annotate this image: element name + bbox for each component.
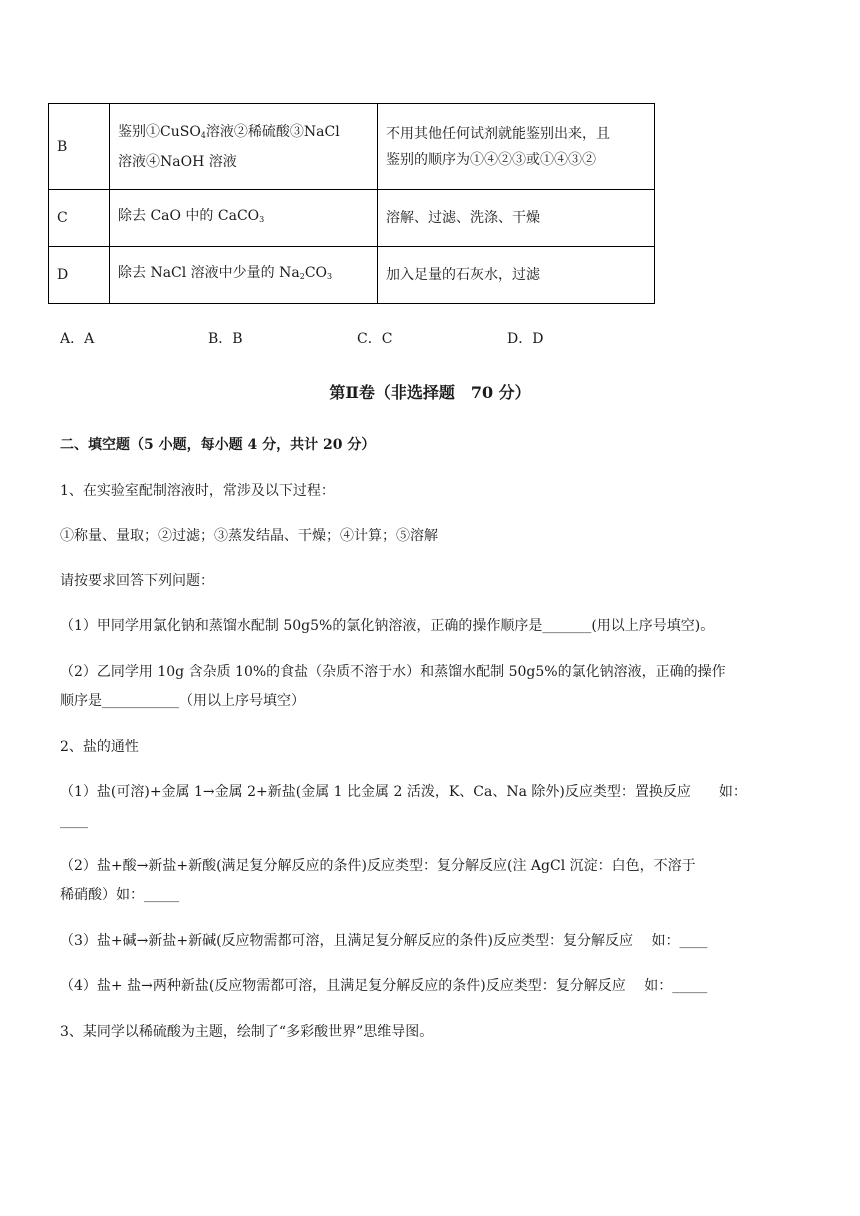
section-heading: 二、填空题（5 小题，每小题 4 分，共计 20 分）: [60, 437, 376, 453]
option-content: 鉴别①CuSO$_4$溶液②稀硫酸③NaCl 溶液④NaOH 溶液: [110, 104, 378, 190]
option-letter: B: [49, 104, 110, 190]
q1-part2-line2: 顺序是___________（用以上序号填空）: [60, 693, 305, 709]
q1-steps: ①称量、量取；②过滤；③蒸发结晶、干燥；④计算；⑤溶解: [60, 528, 438, 544]
q2-part4: （4）盐+ 盐→两种新盐(反应物需都可溶，且满足复分解反应的条件)反应类型：复分解反应 如：_____: [60, 978, 708, 994]
q2-part1-line2: ____: [60, 813, 88, 829]
q2-part2-line2: 稀硝酸）如：_____: [60, 887, 179, 903]
q1-instruction: 请按要求回答下列问题：: [60, 573, 214, 589]
q2-stem: 2、盐的通性: [60, 739, 139, 755]
option-letter: D: [49, 247, 110, 304]
option-method: 溶解、过滤、洗涤、干燥: [378, 190, 655, 247]
q2-part3: （3）盐+碱→新盐+新碱(反应物需都可溶，且满足复分解反应的条件)反应类型：复分解反应 如：____: [60, 933, 708, 949]
table-row: [49, 247, 655, 304]
option-method: 加入足量的石灰水，过滤: [378, 247, 655, 304]
option-method: 不用其他任何试剂就能鉴别出来，且 鉴别的顺序为①④②③或①④③②: [378, 104, 655, 190]
option-b[interactable]: B．B: [208, 331, 243, 347]
q2-part1-line1: （1）盐(可溶)+金属 1→金属 2+新盐(金属 1 比金属 2 活泼，K、Ca、Na 除外)反应类型：置换反应 如：: [60, 784, 747, 800]
option-content: 除去 CaO 中的 CaCO$_3$: [110, 190, 378, 247]
table-row: [49, 190, 655, 247]
q1-part1: （1）甲同学用氯化钠和蒸馏水配制 50g5%的氯化钠溶液，正确的操作顺序是_______(用以上序号填空)。: [60, 618, 715, 634]
q1-stem: 1、在实验室配制溶液时，常涉及以下过程：: [60, 483, 335, 499]
table-row: [49, 104, 655, 190]
option-letter: C: [49, 190, 110, 247]
option-c[interactable]: C．C: [357, 331, 393, 347]
question-table: [48, 103, 655, 304]
q2-part2-line1: （2）盐+酸→新盐+新酸(满足复分解反应的条件)反应类型：复分解反应(注 AgCl 沉淀：白色，不溶于: [60, 858, 696, 874]
section-title: 第Ⅱ卷（非选择题 70 分）: [329, 383, 531, 402]
option-a[interactable]: A．A: [60, 331, 95, 347]
option-d[interactable]: D．D: [507, 331, 544, 347]
option-content: 除去 NaCl 溶液中少量的 $Na_2CO_3$: [110, 247, 378, 304]
q1-part2-line1: （2）乙同学用 10g 含杂质 10%的食盐（杂质不溶于水）和蒸馏水配制 50g5%的氯化钠溶液，正确的操作: [60, 664, 726, 680]
q3-stem: 3、某同学以稀硫酸为主题，绘制了“多彩酸世界”思维导图。: [60, 1024, 434, 1040]
